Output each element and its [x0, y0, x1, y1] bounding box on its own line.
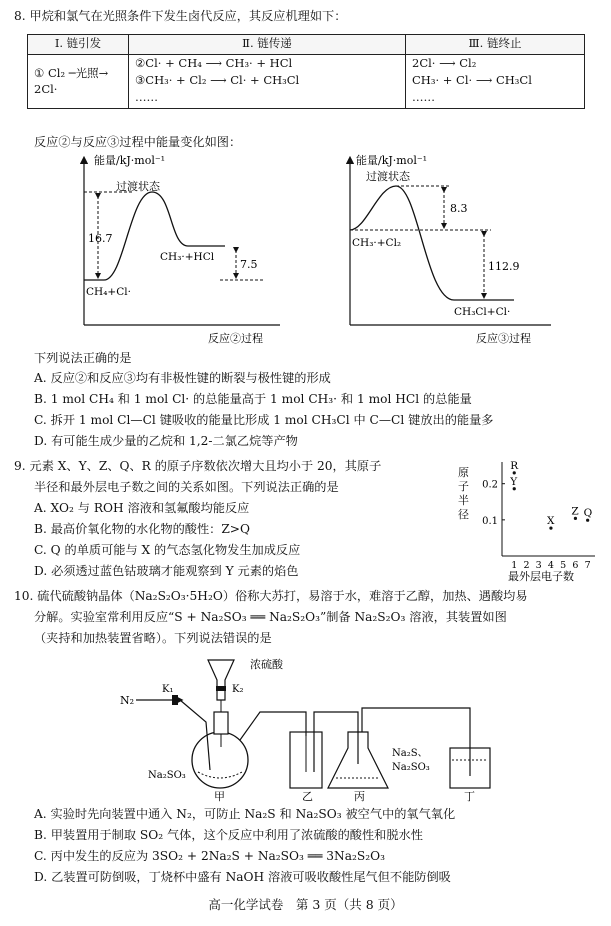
label-bing: 丙 — [354, 790, 365, 802]
propagation-step-2: ②Cl· + CH₄ ⟶ CH₃· + HCl — [135, 56, 293, 70]
k2-valve — [216, 686, 226, 691]
q8-option-d: D. 有可能生成少量的乙烷和 1,2-二氯乙烷等产物 — [34, 434, 298, 448]
ylabel-char: 径 — [458, 508, 469, 521]
header-termination: Ⅲ. 链终止 — [406, 35, 585, 55]
ts-label: 过渡状态 — [116, 180, 160, 193]
q10-stem-3: （夹持和加热装置省略）。下列说法错误的是 — [34, 631, 272, 645]
header-propagation: Ⅱ. 链传递 — [129, 35, 406, 55]
xlabel: 反应③过程 — [476, 332, 531, 345]
q8-option-a: A. 反应②和反应③均有非极性键的断裂与极性键的形成 — [34, 371, 331, 385]
energy-intro: 反应②与反应③过程中能量变化如图： — [34, 135, 242, 149]
q8-stem: 8. 甲烷和氯气在光照条件下发生卤代反应，其反应机理如下： — [14, 9, 347, 23]
dropping-funnel — [208, 660, 234, 700]
reactant-label: CH₃·+Cl₂ — [352, 237, 402, 249]
flask-solid — [198, 772, 242, 778]
energy-diagram-left — [60, 150, 300, 345]
termination-step-2: CH₃· + Cl· ⟶ CH₃Cl — [412, 73, 532, 87]
x-tick-label: 3 — [535, 560, 542, 571]
x-tick-label: 5 — [560, 560, 567, 571]
x-tick-label: 2 — [523, 560, 530, 571]
chart-points — [509, 460, 592, 530]
reagent-label-2: Na₂SO₃ — [392, 762, 430, 773]
initiation-cell — [28, 55, 129, 109]
ea-value: 8.3 — [450, 202, 468, 215]
dh-value: 7.5 — [240, 258, 258, 271]
mechanism-table — [27, 34, 585, 109]
xlabel: 反应②过程 — [208, 332, 263, 345]
q8-question: 下列说法正确的是 — [34, 351, 132, 365]
ylabel: 能量/kJ·mol⁻¹ — [94, 154, 166, 167]
x-tick-label: 4 — [547, 560, 554, 571]
q8-option-b: B. 1 mol CH₄ 和 1 mol Cl· 的总能量高于 1 mol CH₃· 和 1 mol HCl 的总能量 — [34, 392, 472, 406]
page-footer: 高一化学试卷 第 3 页（共 8 页） — [208, 897, 403, 912]
q9-option-d: D. 必须透过蓝色钴玻璃才能观察到 Y 元素的焰色 — [34, 564, 299, 578]
point-label-X: X — [546, 515, 555, 528]
apparatus-diagram — [110, 652, 550, 802]
point-label-Z: Z — [571, 505, 579, 518]
q10-option-c: C. 丙中发生的反应为 3SO₂ + 2Na₂S + Na₂SO₃ ══ 3Na₂S₂O₃ — [34, 849, 385, 863]
energy-diagram-right — [326, 150, 576, 345]
q10-option-d: D. 乙装置可防倒吸，丁烧杯中盛有 NaOH 溶液可吸收酸性尾气但不能防倒吸 — [34, 870, 451, 884]
q8-option-c: C. 拆开 1 mol Cl—Cl 键吸收的能量比形成 1 mol CH₃Cl 中 C—Cl 键放出的能量多 — [34, 413, 494, 427]
chart-xlabel: 最外层电子数 — [508, 570, 574, 583]
x-tick-label: 6 — [572, 560, 579, 571]
solid-label: Na₂SO₃ — [148, 770, 186, 781]
q10-stem-1: 10. 硫代硫酸钠晶体（Na₂S₂O₃·5H₂O）俗称大苏打，易溶于水，难溶于乙醇，加热、遇酸均易 — [14, 589, 528, 603]
propagation-ellipsis: …… — [135, 90, 158, 104]
label-jia: 甲 — [214, 790, 225, 802]
termination-step-1: 2Cl· ⟶ Cl₂ — [412, 56, 477, 70]
flask-neck — [214, 712, 228, 734]
reactant-label: CH₄+Cl· — [86, 286, 131, 298]
q9-option-b: B. 最高价氧化物的水化物的酸性：Z>Q — [34, 522, 251, 536]
label-yi: 乙 — [302, 790, 313, 802]
y-tick-label: 0.2 — [482, 479, 498, 491]
q10-option-b: B. 甲装置用于制取 SO₂ 气体，这个反应中利用了浓硫酸的酸性和脱水性 — [34, 828, 423, 842]
ylabel-char: 半 — [458, 494, 469, 507]
header-initiation: Ⅰ. 链引发 — [28, 35, 129, 55]
termination-ellipsis: …… — [412, 90, 435, 104]
label-ding: 丁 — [464, 790, 475, 802]
k1-label: K₁ — [162, 684, 174, 695]
k1-valve — [172, 695, 178, 705]
propagation-step-3: ③CH₃· + Cl₂ ⟶ Cl· + CH₃Cl — [135, 73, 300, 87]
q9-stem-2: 半径和最外层电子数之间的关系如图。下列说法正确的是 — [34, 480, 339, 494]
ylabel-char: 子 — [458, 480, 469, 493]
tube-to-bing — [314, 712, 358, 772]
q9-option-c: C. Q 的单质可能与 X 的气态氢化物发生加成反应 — [34, 543, 301, 557]
k2-label: K₂ — [232, 684, 244, 695]
n2-tube — [180, 700, 210, 770]
tube-to-yi — [240, 712, 306, 740]
q9-option-a: A. XO₂ 与 ROH 溶液和氢氟酸均能反应 — [34, 501, 250, 515]
dh-value: 112.9 — [488, 260, 520, 273]
n2-label: N₂ — [120, 694, 135, 707]
reagent-label-1: Na₂S、 — [392, 748, 428, 759]
initiation-equation: ① Cl₂ ─光照→ 2Cl· — [34, 65, 109, 96]
chart-ylabel — [458, 466, 469, 521]
ylabel: 能量/kJ·mol⁻¹ — [356, 154, 428, 167]
ts-label: 过渡状态 — [366, 170, 410, 183]
termination-cell — [406, 55, 585, 109]
three-neck-flask — [192, 732, 248, 788]
propagation-cell — [129, 55, 406, 109]
y-tick-label: 0.1 — [482, 515, 498, 527]
ea-value: 16.7 — [88, 232, 113, 245]
point-label-Q: Q — [583, 507, 593, 520]
ylabel-char: 原 — [458, 466, 469, 479]
x-tick-label: 1 — [511, 560, 518, 571]
acid-label: 浓硫酸 — [250, 658, 283, 671]
point-label-R: R — [510, 459, 519, 472]
product-label: CH₃·+HCl — [160, 251, 215, 263]
q10-option-a: A. 实验时先向装置中通入 N₂，可防止 Na₂S 和 Na₂SO₃ 被空气中的氧气氧化 — [34, 807, 456, 821]
q10-stem-2: 分解。实验室常利用反应“S + Na₂SO₃ ══ Na₂S₂O₃”制备 Na₂S₂O₃ 溶液，其装置如图 — [34, 610, 507, 624]
point-label-Y: Y — [510, 475, 518, 488]
radius-scatter-chart — [450, 452, 600, 584]
q9-stem-1: 9. 元素 X、Y、Z、Q、R 的原子序数依次增大且均小于 20，其原子 — [14, 459, 382, 473]
product-label: CH₃Cl+Cl· — [454, 306, 511, 318]
x-tick-label: 7 — [584, 560, 591, 571]
